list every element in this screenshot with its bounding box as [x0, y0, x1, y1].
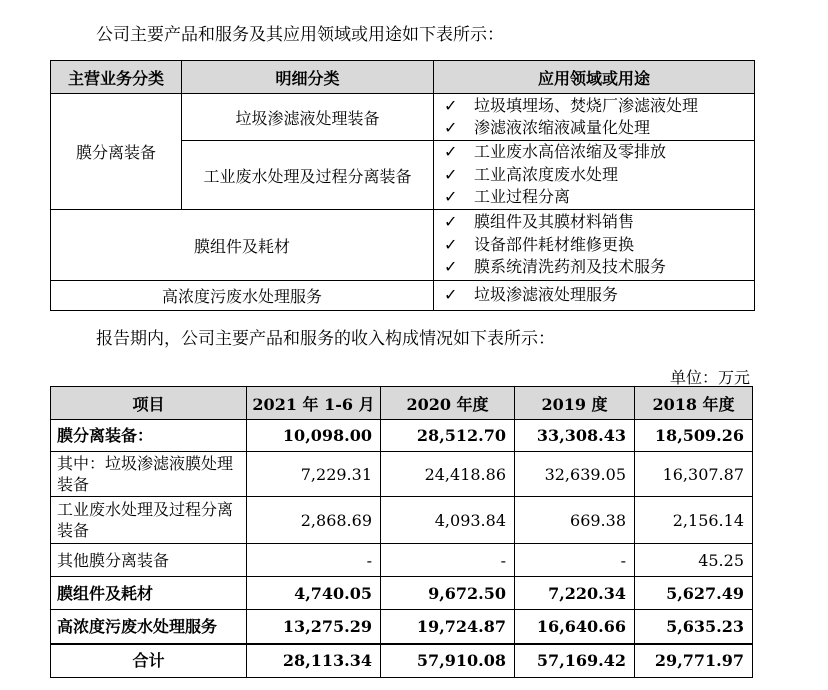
check-icon: ✓: [444, 118, 458, 137]
products-header-row: [51, 61, 755, 94]
table-row: [51, 420, 753, 452]
check-icon: ✓: [444, 212, 458, 232]
cell-2021h1: -: [247, 544, 381, 577]
cell-2021h1: 4,740.05: [247, 577, 381, 610]
header-2018: 2018 年度: [635, 387, 753, 420]
table-row: [51, 452, 753, 497]
uses-wastewater-service: ✓ 垃圾渗滤液处理服务: [434, 281, 755, 311]
cell-2021h1: 7,229.31: [247, 452, 381, 497]
header-2019: 2019 度: [515, 387, 635, 420]
cell-2019: 16,640.66: [515, 610, 635, 644]
table-row-total: [51, 644, 753, 678]
cell-2019: 57,169.42: [515, 644, 635, 678]
header-item: 项目: [51, 387, 247, 420]
products-table: [50, 60, 755, 311]
cell-2018: 5,635.23: [635, 610, 753, 644]
cell-2020: 9,672.50: [381, 577, 515, 610]
row-item-label: 膜组件及耗材: [51, 577, 247, 610]
cell-2018: 16,307.87: [635, 452, 753, 497]
row-item-label: 高浓度污废水处理服务: [51, 610, 247, 644]
cell-2020: 19,724.87: [381, 610, 515, 644]
revenue-table: [50, 386, 753, 678]
check-icon: ✓: [444, 142, 458, 162]
row-item-label: 其他膜分离装备: [51, 544, 247, 577]
cell-2021h1: 28,113.34: [247, 644, 381, 678]
cell-2020: -: [381, 544, 515, 577]
sub-landfill-leachate: 垃圾渗滤液处理装备: [182, 94, 434, 141]
header-application: 应用领域或用途: [434, 61, 755, 94]
cell-2020: 57,910.08: [381, 644, 515, 678]
cell-2018: 29,771.97: [635, 644, 753, 678]
category-membrane-equipment: 膜分离装备: [51, 94, 182, 210]
cell-2018: 2,156.14: [635, 497, 753, 544]
table-row: [51, 497, 753, 544]
check-icon: ✓: [444, 285, 458, 305]
uses-landfill-leachate: ✓ 垃圾填埋场、焚烧厂渗滤液处理 ✓ 渗滤液浓缩液减量化处理: [434, 94, 755, 141]
uses-industrial-wastewater: ✓ 工业废水高倍浓缩及零排放 ✓ 工业高浓度废水处理 ✓ 工业过程分离: [434, 141, 755, 210]
revenue-intro-paragraph: 报告期内，公司主要产品和服务的收入构成情况如下表所示：: [96, 329, 555, 349]
header-detail-category: 明细分类: [182, 61, 434, 94]
header-2021h1: 2021 年 1-6 月: [247, 387, 381, 420]
row-item-label: 工业废水处理及过程分离装备: [51, 497, 247, 544]
category-wastewater-service: 高浓度污废水处理服务: [51, 281, 434, 311]
check-icon: ✓: [444, 95, 458, 115]
table-row: [51, 610, 753, 644]
uses-membrane-components: ✓ 膜组件及其膜材料销售 ✓ 设备部件耗材维修更换 ✓ 膜系统清洗药剂及技术服务: [434, 210, 755, 281]
check-icon: ✓: [444, 187, 458, 207]
table-row: [51, 577, 753, 610]
cell-2018: 5,627.49: [635, 577, 753, 610]
cell-2019: 33,308.43: [515, 420, 635, 452]
row-item-label: 其中：垃圾渗滤液膜处理装备: [51, 452, 247, 497]
cell-2021h1: 2,868.69: [247, 497, 381, 544]
products-row: [51, 281, 755, 311]
cell-2018: 18,509.26: [635, 420, 753, 452]
cell-2019: 7,220.34: [515, 577, 635, 610]
sub-industrial-wastewater: 工业废水处理及过程分离装备: [182, 141, 434, 210]
table-row: [51, 544, 753, 577]
row-item-label: 合计: [51, 644, 247, 678]
category-membrane-components: 膜组件及耗材: [51, 210, 434, 281]
cell-2020: 28,512.70: [381, 420, 515, 452]
cell-2021h1: 13,275.29: [247, 610, 381, 644]
check-icon: ✓: [444, 234, 458, 254]
intro-paragraph: 公司主要产品和服务及其应用领域或用途如下表所示：: [96, 25, 504, 45]
products-row: [51, 210, 755, 281]
check-icon: ✓: [444, 164, 458, 184]
cell-2018: 45.25: [635, 544, 753, 577]
unit-label: 单位：万元: [669, 368, 750, 387]
cell-2019: 32,639.05: [515, 452, 635, 497]
cell-2020: 4,093.84: [381, 497, 515, 544]
products-row: [51, 94, 755, 141]
cell-2019: 669.38: [515, 497, 635, 544]
cell-2019: -: [515, 544, 635, 577]
header-2020: 2020 年度: [381, 387, 515, 420]
header-main-category: 主营业务分类: [51, 61, 182, 94]
revenue-header-row: [51, 387, 753, 420]
cell-2021h1: 10,098.00: [247, 420, 381, 452]
row-item-label: 膜分离装备：: [51, 420, 247, 452]
check-icon: ✓: [444, 257, 458, 277]
cell-2020: 24,418.86: [381, 452, 515, 497]
